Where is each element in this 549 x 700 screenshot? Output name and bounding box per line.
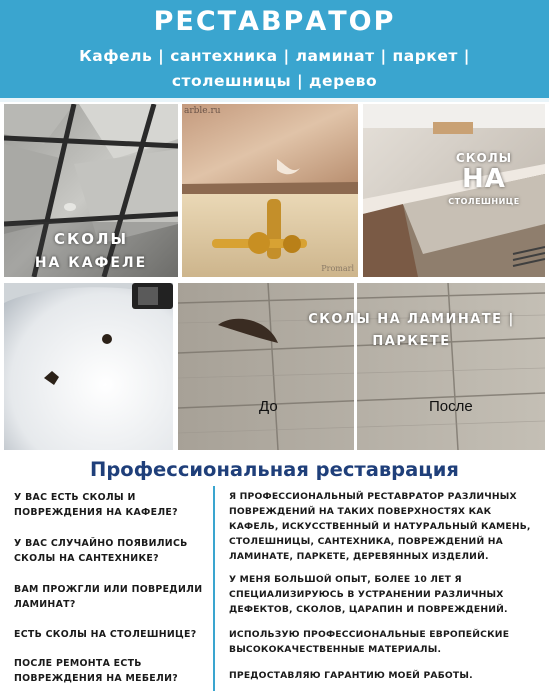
tile-caption-line1: СКОЛЫ bbox=[53, 230, 129, 248]
column-divider bbox=[213, 486, 215, 691]
countertop-caption-line3: СТОЛЕШНИЦЕ bbox=[448, 197, 520, 206]
bathtub-photo bbox=[4, 283, 173, 450]
countertop-caption-line1: СКОЛЫ bbox=[455, 151, 513, 165]
marble-watermark-2: Promarl bbox=[321, 264, 354, 273]
materials-paragraph: ИСПОЛЬЗУЮ ПРОФЕССИОНАЛЬНЫЕ ЕВРОПЕЙСКИЕ ВЫСОКОКАЧЕСТВЕННЫЕ МАТЕРИАЛЫ. bbox=[229, 629, 510, 655]
section-heading: Профессиональная реставрация bbox=[90, 458, 459, 481]
question-item: ЕСТЬ СКОЛЫ НА СТОЛЕШНИЦЕ? bbox=[14, 629, 197, 640]
services-line-2: столешницы | дерево bbox=[171, 72, 378, 90]
experience-paragraph: У МЕНЯ БОЛЬШОЙ ОПЫТ, БОЛЕЕ 10 ЛЕТ Я СПЕЦИАЛИЗИРУЮСЬ В УСТРАНЕНИИ РАЗЛИЧНЫХ ДЕФЕКТОВ, СКОЛОВ, ЦАРАПИН И ПОВРЕЖДЕНИЙ. bbox=[229, 574, 508, 615]
guarantee-paragraph: ПРЕДОСТАВЛЯЮ ГАРАНТИЮ МОЕЙ РАБОТЫ. bbox=[229, 670, 473, 681]
laminate-before-after-photo bbox=[178, 283, 545, 450]
services-line-1: Кафель | сантехника | ламинат | паркет | bbox=[79, 47, 470, 65]
before-label: До bbox=[259, 398, 278, 415]
marble-watermark: arble.ru bbox=[184, 106, 221, 116]
tile-photo bbox=[4, 104, 178, 277]
header-banner bbox=[0, 0, 549, 102]
laminate-caption-line2: ПАРКЕТЕ bbox=[372, 334, 451, 349]
question-item: У ВАС СЛУЧАЙНО ПОЯВИЛИСЬ СКОЛЫ НА САНТЕХНИКЕ? bbox=[14, 538, 188, 564]
page-title: РЕСТАВРАТОР bbox=[153, 6, 396, 37]
countertop-photo bbox=[363, 104, 545, 277]
marble-handle-photo bbox=[182, 104, 358, 277]
tile-caption-line2: НА КАФЕЛЕ bbox=[34, 255, 148, 271]
laminate-caption-line1: СКОЛЫ НА ЛАМИНАТЕ | bbox=[308, 312, 515, 327]
about-paragraph: Я ПРОФЕССИОНАЛЬНЫЙ РЕСТАВРАТОР РАЗЛИЧНЫХ ПОВРЕЖДЕНИЙ НА ТАКИХ ПОВЕРХНОСТЯХ КАК КАФЕЛЬ, ИСКУССТВЕННЫЙ И НАТУРАЛЬНЫЙ КАМЕНЬ, СТОЛЕШНИЦЫ, САНТЕХНИКА, ПОВРЕЖДЕНИЙ НА ЛАМИНАТЕ, ПАРКЕТЕ, ДЕРЕВЯННЫХ ИЗДЕЛИЙ. bbox=[229, 491, 531, 562]
countertop-caption-line2: НА bbox=[462, 164, 506, 194]
question-item: ПОСЛЕ РЕМОНТА ЕСТЬ ПОВРЕЖДЕНИЯ НА МЕБЕЛИ? bbox=[14, 658, 178, 684]
after-label: После bbox=[429, 398, 473, 415]
question-item: У ВАС ЕСТЬ СКОЛЫ И ПОВРЕЖДЕНИЯ НА КАФЕЛЕ? bbox=[14, 492, 178, 518]
question-item: ВАМ ПРОЖГЛИ ИЛИ ПОВРЕДИЛИ ЛАМИНАТ? bbox=[14, 584, 203, 610]
